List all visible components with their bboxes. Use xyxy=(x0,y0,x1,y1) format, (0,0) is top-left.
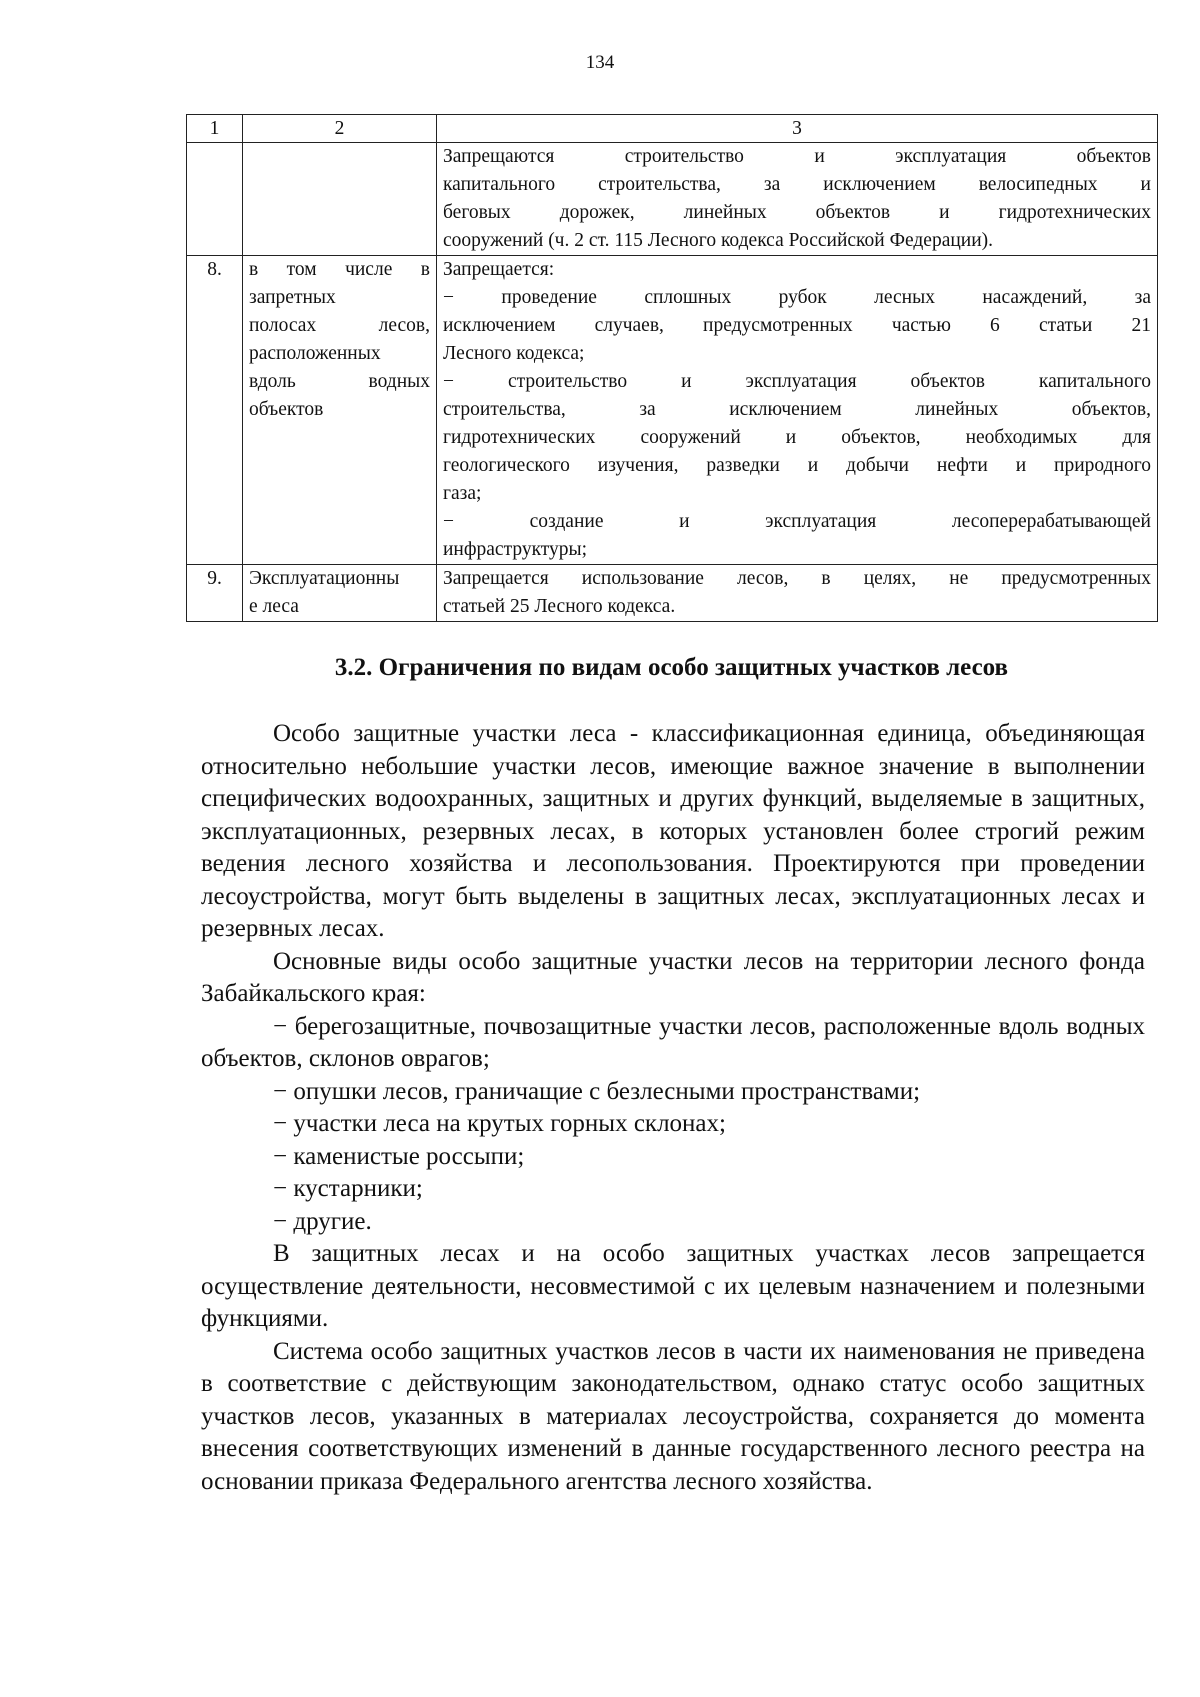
header-cell: 1 xyxy=(187,115,243,143)
table-text-line: гидротехнических сооружений и объектов, необходимых для xyxy=(443,427,1151,448)
table-text-line: сооружений (ч. 2 ст. 115 Лесного кодекса Российской Федерации). xyxy=(443,230,994,251)
paragraph: Особо защитные участки леса - классификационная единица, объединяющая относительно небольшие участки лесов, имеющие важное значение в выполнении специфических водоохранных, защитных и других функций, выделяемые в защитных, эксплуатационных, резервных лесах, в которых установлен более строгий режим ведения лесного хозяйства и лесопользования. Проектируются при проведении лесоустройства, могут быть выделены в защитных лесах, эксплуатационных лесах и резервных лесах. xyxy=(201,720,1145,942)
paragraph: Основные виды особо защитные участки лесов на территории лесного фонда Забайкальского края: xyxy=(201,947,1145,1007)
row-restrictions xyxy=(437,143,1158,256)
restrictions-table xyxy=(186,114,1158,622)
section-body xyxy=(201,718,1145,1498)
paragraph: Система особо защитных участков лесов в части их наименования не приведена в соответствие с действующим законодательством, однако статус особо защитных участков лесов, указанных в материалах лесоустройства, сохраняется до момента внесения соответствующих изменений в данные государственного лесного реестра на основании приказа Федерального агентства лесного хозяйства. xyxy=(201,1337,1145,1495)
table-text-line: статьей 25 Лесного кодекса. xyxy=(443,596,676,617)
row-number: 9. xyxy=(187,565,243,622)
header-cell: 2 xyxy=(243,115,437,143)
list-item: − другие. xyxy=(273,1207,372,1235)
list-item: − берегозащитные, почвозащитные участки лесов, расположенные вдоль водных объектов, склонов оврагов; xyxy=(201,1012,1145,1072)
page-number: 134 xyxy=(585,52,615,73)
table-text-line: исключением случаев, предусмотренных частью 6 статьи 21 xyxy=(443,315,1151,336)
table-text-line: − строительство и эксплуатация объектов капитального xyxy=(443,371,1151,392)
table-header-row xyxy=(187,115,1158,143)
table-text-line: Запрещаются строительство и эксплуатация объектов xyxy=(443,146,1151,167)
row-category xyxy=(243,256,437,565)
category-line: вдоль водных xyxy=(249,371,430,392)
header-cell: 3 xyxy=(437,115,1158,143)
list-item: − каменистые россыпи; xyxy=(273,1142,525,1170)
list-item: − участки леса на крутых горных склонах; xyxy=(273,1110,726,1137)
table-text-line: беговых дорожек, линейных объектов и гидротехнических xyxy=(443,202,1151,223)
category-line: расположенных xyxy=(249,343,381,364)
table-row xyxy=(187,256,1158,565)
table-text-line: Запрещается: xyxy=(443,259,555,280)
category-line: е леса xyxy=(249,596,299,617)
row-restrictions xyxy=(437,256,1158,565)
row-category xyxy=(243,143,437,256)
table-text-line: инфраструктуры; xyxy=(443,539,588,560)
table-row xyxy=(187,565,1158,622)
category-line: запретных xyxy=(249,287,336,308)
list-item: − кустарники; xyxy=(273,1175,423,1202)
category-line: полосах лесов, xyxy=(249,315,430,336)
table-text-line: Запрещается использование лесов, в целях, не предусмотренных xyxy=(443,568,1151,589)
table-text-line: газа; xyxy=(443,483,482,504)
table-row xyxy=(187,143,1158,256)
paragraph: В защитных лесах и на особо защитных участках лесов запрещается осуществление деятельности, несовместимой с их целевым назначением и полезными функциями. xyxy=(201,1240,1145,1332)
category-line: Эксплуатационны xyxy=(249,568,400,589)
row-number xyxy=(187,143,243,256)
section-title: 3.2. Ограничения по видам особо защитных участков лесов xyxy=(334,654,1009,681)
table-text-line: Лесного кодекса; xyxy=(443,343,585,364)
list-item: − опушки лесов, граничащие с безлесными пространствами; xyxy=(273,1077,921,1105)
category-line: в том числе в xyxy=(249,259,430,280)
table-text-line: − проведение сплошных рубок лесных насаждений, за xyxy=(443,287,1151,308)
table-text-line: − создание и эксплуатация лесоперерабатывающей xyxy=(443,511,1151,532)
category-line: объектов xyxy=(249,399,324,420)
row-category xyxy=(243,565,437,622)
row-number: 8. xyxy=(187,256,243,565)
table-text-line: геологического изучения, разведки и добычи нефти и природного xyxy=(443,455,1151,476)
table-text-line: капитального строительства, за исключением велосипедных и xyxy=(443,174,1151,195)
row-restrictions xyxy=(437,565,1158,622)
table-text-line: строительства, за исключением линейных объектов, xyxy=(443,399,1151,420)
